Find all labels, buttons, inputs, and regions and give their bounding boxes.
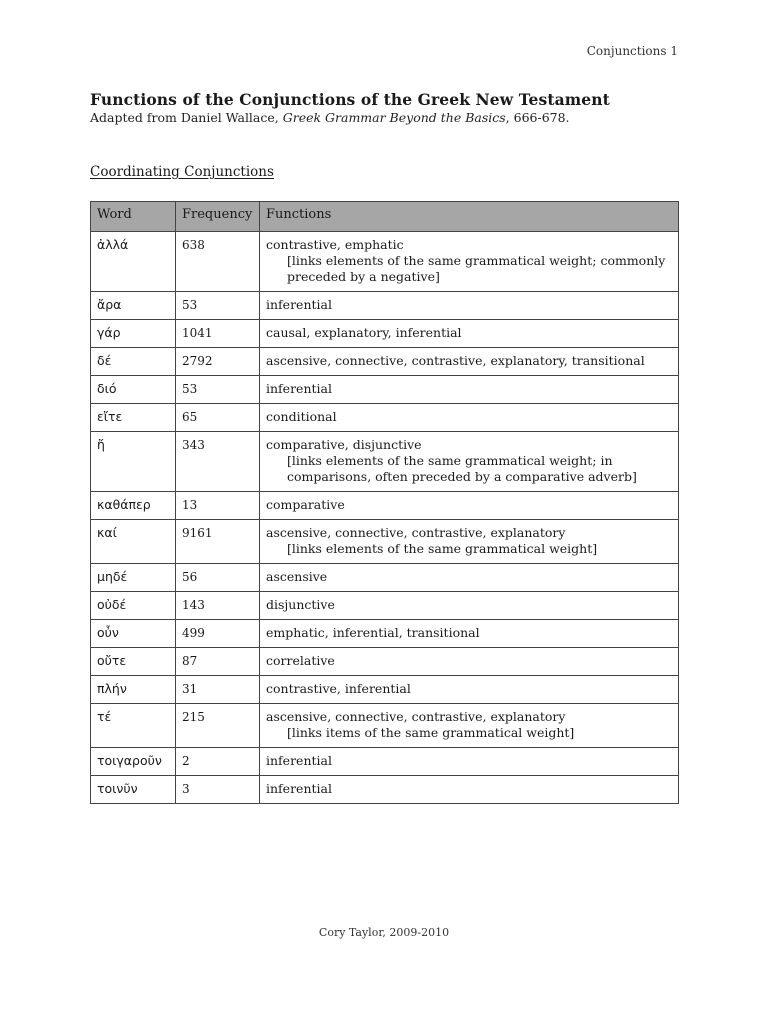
- table-row: [91, 432, 679, 492]
- cell-word: οὔτε: [91, 648, 176, 676]
- subtitle-suffix: , 666-678.: [505, 110, 570, 125]
- cell-word: οὖν: [91, 620, 176, 648]
- functions-text: contrastive, inferential: [266, 681, 411, 696]
- table-row: [91, 232, 679, 292]
- functions-text: emphatic, inferential, transitional: [266, 625, 480, 640]
- table-row: [91, 348, 679, 376]
- table-row: [91, 492, 679, 520]
- functions-text: inferential: [266, 381, 332, 396]
- functions-text: conditional: [266, 409, 337, 424]
- cell-functions: [260, 292, 679, 320]
- table-row: [91, 704, 679, 748]
- cell-word: διό: [91, 376, 176, 404]
- cell-frequency: 53: [176, 376, 260, 404]
- table-row: [91, 292, 679, 320]
- cell-frequency: 3: [176, 776, 260, 804]
- cell-frequency: 87: [176, 648, 260, 676]
- functions-text: ascensive: [266, 569, 328, 584]
- cell-word: πλήν: [91, 676, 176, 704]
- table-header-row: [91, 202, 679, 232]
- cell-functions: [260, 776, 679, 804]
- cell-word: γάρ: [91, 320, 176, 348]
- running-head: Conjunctions 1: [586, 44, 678, 58]
- cell-word: τοινῦν: [91, 776, 176, 804]
- cell-functions: [260, 676, 679, 704]
- cell-functions: [260, 404, 679, 432]
- cell-word: μηδέ: [91, 564, 176, 592]
- functions-text: inferential: [266, 781, 332, 796]
- cell-functions: [260, 564, 679, 592]
- cell-word: εἴτε: [91, 404, 176, 432]
- functions-text: comparative, disjunctive: [266, 437, 422, 452]
- functions-text: ascensive, connective, contrastive, explanatory, transitional: [266, 353, 645, 368]
- cell-word: δέ: [91, 348, 176, 376]
- cell-functions: [260, 620, 679, 648]
- table-row: [91, 748, 679, 776]
- functions-text: inferential: [266, 753, 332, 768]
- cell-functions: [260, 492, 679, 520]
- table-row: [91, 376, 679, 404]
- cell-frequency: 56: [176, 564, 260, 592]
- functions-text: disjunctive: [266, 597, 335, 612]
- cell-frequency: 143: [176, 592, 260, 620]
- functions-text: comparative: [266, 497, 345, 512]
- functions-note: [links elements of the same grammatical weight; in comparisons, often preceded by a comparative adverb]: [287, 453, 637, 484]
- table-body: [91, 232, 679, 804]
- functions-note: [links elements of the same grammatical weight]: [287, 541, 598, 556]
- cell-frequency: 2: [176, 748, 260, 776]
- cell-word: τοιγαροῦν: [91, 748, 176, 776]
- functions-note: [links elements of the same grammatical weight; commonly preceded by a negative]: [287, 253, 666, 284]
- page-footer: Cory Taylor, 2009-2010: [318, 926, 450, 939]
- table-row: [91, 320, 679, 348]
- cell-frequency: 31: [176, 676, 260, 704]
- cell-frequency: 499: [176, 620, 260, 648]
- functions-note: [links items of the same grammatical weight]: [287, 725, 575, 740]
- subtitle-prefix: Adapted from Daniel Wallace,: [90, 110, 283, 125]
- cell-frequency: 9161: [176, 520, 260, 564]
- cell-frequency: 13: [176, 492, 260, 520]
- cell-word: ἤ: [91, 432, 176, 492]
- cell-functions: [260, 376, 679, 404]
- cell-frequency: 1041: [176, 320, 260, 348]
- cell-frequency: 65: [176, 404, 260, 432]
- cell-frequency: 53: [176, 292, 260, 320]
- functions-text: contrastive, emphatic: [266, 237, 404, 252]
- functions-text: correlative: [266, 653, 335, 668]
- functions-text: ascensive, connective, contrastive, explanatory: [266, 709, 566, 724]
- conjunctions-table: [90, 201, 679, 804]
- table-row: [91, 564, 679, 592]
- table-row: [91, 648, 679, 676]
- cell-functions: [260, 432, 679, 492]
- cell-word: καί: [91, 520, 176, 564]
- table-row: [91, 520, 679, 564]
- functions-text: inferential: [266, 297, 332, 312]
- cell-functions: [260, 232, 679, 292]
- cell-functions: [260, 520, 679, 564]
- cell-frequency: 215: [176, 704, 260, 748]
- column-header-frequency: Frequency: [176, 202, 260, 232]
- subtitle-book-title: Greek Grammar Beyond the Basics: [282, 110, 506, 125]
- cell-word: καθάπερ: [91, 492, 176, 520]
- cell-frequency: 343: [176, 432, 260, 492]
- table-row: [91, 776, 679, 804]
- functions-text: causal, explanatory, inferential: [266, 325, 462, 340]
- cell-word: τέ: [91, 704, 176, 748]
- cell-word: ἄρα: [91, 292, 176, 320]
- table-row: [91, 404, 679, 432]
- cell-word: ἀλλά: [91, 232, 176, 292]
- document-subtitle: [90, 110, 570, 125]
- functions-text: ascensive, connective, contrastive, explanatory: [266, 525, 566, 540]
- cell-functions: [260, 320, 679, 348]
- cell-functions: [260, 592, 679, 620]
- document-title: Functions of the Conjunctions of the Greek New Testament: [90, 90, 610, 109]
- table-row: [91, 676, 679, 704]
- cell-functions: [260, 748, 679, 776]
- table-row: [91, 620, 679, 648]
- cell-frequency: 638: [176, 232, 260, 292]
- cell-frequency: 2792: [176, 348, 260, 376]
- table-row: [91, 592, 679, 620]
- section-heading: Coordinating Conjunctions: [90, 164, 274, 180]
- cell-functions: [260, 348, 679, 376]
- column-header-word: Word: [91, 202, 176, 232]
- column-header-functions: Functions: [260, 202, 679, 232]
- cell-functions: [260, 648, 679, 676]
- cell-word: οὐδέ: [91, 592, 176, 620]
- cell-functions: [260, 704, 679, 748]
